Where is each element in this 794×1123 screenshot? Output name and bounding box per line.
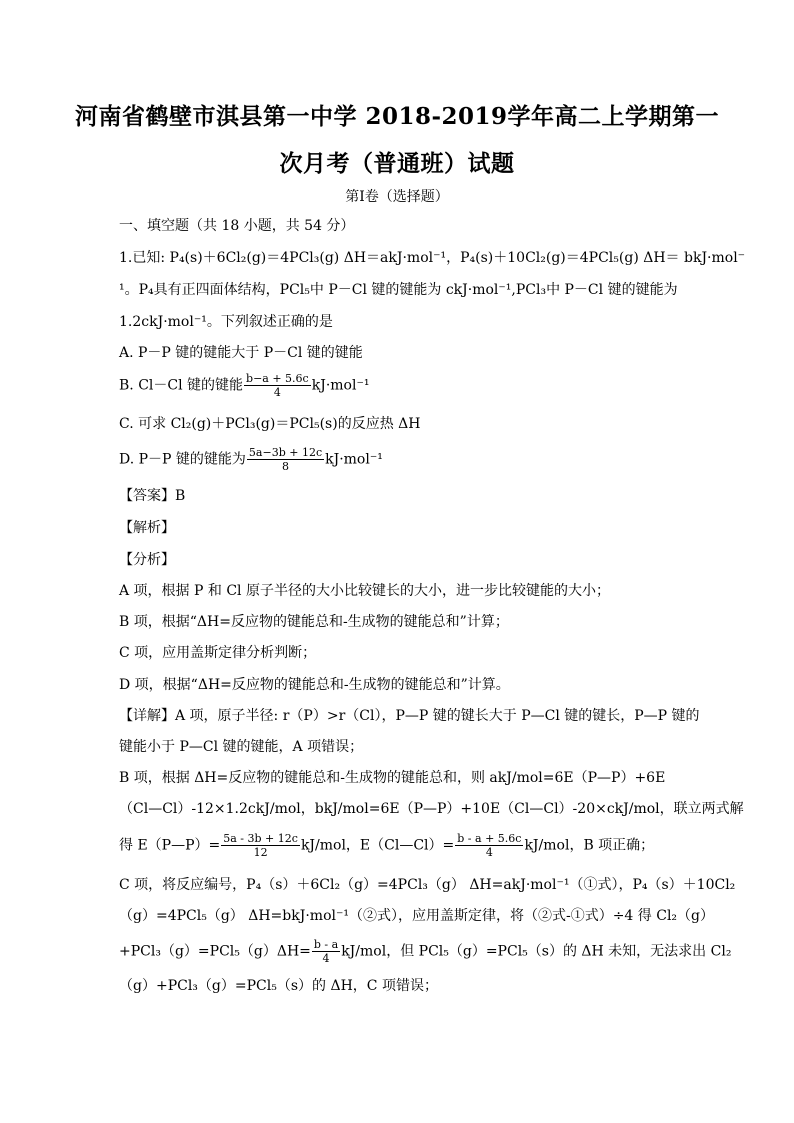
e-pp-fraction	[221, 832, 300, 859]
option-b	[119, 372, 679, 399]
fraction-denominator: 4	[322, 952, 330, 965]
detail-text: kJ/mol，但 PCl₅（g）=PCl₅（s）的 ΔH 未知，无法求出 Cl₂	[341, 943, 732, 960]
option-a: A. P－P 键的键能大于 P－Cl 键的键能	[119, 345, 363, 361]
detail-text: +PCl₃（g）=PCl₅（g）ΔH=	[119, 943, 311, 960]
section-heading: 第Ⅰ卷（选择题）	[345, 189, 449, 205]
analysis-line: D 项，根据“ΔH=反应物的键能总和-生成物的键能总和”计算。	[119, 677, 510, 693]
option-b-prefix: B. Cl－Cl 键的键能	[119, 377, 244, 394]
e-clcl-fraction	[455, 832, 523, 859]
detail-text: kJ/mol，B 项正确；	[524, 837, 655, 854]
detail-line-fractions	[119, 832, 679, 859]
option-b-fraction	[244, 372, 311, 399]
detail-line: 【详解】A 项，原子半径: r（P）>r（Cl），P—P 键的键长大于 P—Cl 键的键长，P—P 键的	[119, 708, 700, 724]
detail-line: （Cl—Cl）-12×1.2ckJ/mol，bkJ/mol=6E（P—P）+10E（Cl—Cl）-20×ckJ/mol，联立两式解	[119, 801, 744, 817]
option-d-prefix: D. P－P 键的键能为	[119, 451, 246, 468]
detail-text: kJ/mol，E（Cl—Cl）=	[300, 837, 455, 854]
option-d	[119, 446, 679, 473]
detail-line: （g）=4PCl₅（g） ΔH=bkJ·mol⁻¹（②式），应用盖斯定律，将（②式-①式）÷4 得 Cl₂（g）	[119, 908, 715, 924]
fenxi-heading: 【分析】	[119, 552, 175, 568]
page-title-line2: 次月考（普通班）试题	[279, 150, 515, 177]
analysis-line: A 项，根据 P 和 Cl 原子半径的大小比较键长的大小，进一步比较键能的大小；	[119, 583, 610, 599]
option-b-unit: kJ·mol⁻¹	[311, 377, 370, 394]
fraction-denominator: 12	[253, 846, 268, 859]
option-d-fraction	[247, 446, 324, 473]
fraction-denominator: 4	[273, 386, 281, 399]
detail-text: 得 E（P—P）=	[119, 837, 221, 854]
question-stem-line3: 1.2ckJ·mol⁻¹。下列叙述正确的是	[119, 314, 333, 330]
analysis-line: B 项，根据“ΔH=反应物的键能总和-生成物的键能总和”计算；	[119, 614, 509, 630]
question-stem-line1: 1.已知: P₄(s)＋6Cl₂(g)＝4PCl₃(g) ΔH＝akJ·mol⁻¹，P₄(s)＋10Cl₂(g)＝4PCl₅(g) ΔH＝ bkJ·mol⁻	[119, 250, 746, 266]
detail-line: （g）+PCl₃（g）=PCl₅（s）的 ΔH，C 项错误；	[119, 978, 438, 994]
fraction-numerator: b - a + 5.6c	[457, 832, 522, 845]
answer-line: 【答案】B	[119, 488, 186, 504]
part-heading: 一、填空题（共 18 小题，共 54 分）	[119, 218, 355, 234]
fraction-numerator: b - a	[313, 938, 339, 951]
option-d-unit: kJ·mol⁻¹	[325, 451, 383, 468]
fraction-numerator: 5a - 3b + 12c	[223, 832, 298, 845]
fraction-denominator: 4	[485, 846, 493, 859]
analysis-heading: 【解析】	[119, 520, 175, 536]
delta-h-fraction	[312, 938, 340, 965]
option-c: C. 可求 Cl₂(g)＋PCl₃(g)＝PCl₅(s)的反应热 ΔH	[119, 416, 421, 432]
detail-line-fraction	[119, 938, 732, 965]
detail-line: 键能小于 P—Cl 键的键能，A 项错误；	[119, 739, 364, 755]
page-title-line1: 河南省鹤壁市淇县第一中学 2018-2019学年高二上学期第一	[74, 103, 720, 130]
analysis-line: C 项，应用盖斯定律分析判断；	[119, 645, 317, 661]
detail-line: B 项，根据 ΔH=反应物的键能总和-生成物的键能总和，则 akJ/mol=6E（P—P）+6E	[119, 770, 666, 786]
fraction-numerator: 5a−3b + 12c	[248, 446, 323, 459]
question-stem-line2: ¹。P₄具有正四面体结构，PCl₅中 P－Cl 键的键能为 ckJ·mol⁻¹,PCl₃中 P－Cl 键的键能为	[119, 282, 678, 298]
fraction-denominator: 8	[282, 460, 290, 473]
fraction-numerator: b−a + 5.6c	[246, 372, 309, 385]
detail-line: C 项，将反应编号，P₄（s）＋6Cl₂（g）=4PCl₃（g） ΔH=akJ·mol⁻¹（①式），P₄（s）＋10Cl₂	[119, 877, 736, 893]
